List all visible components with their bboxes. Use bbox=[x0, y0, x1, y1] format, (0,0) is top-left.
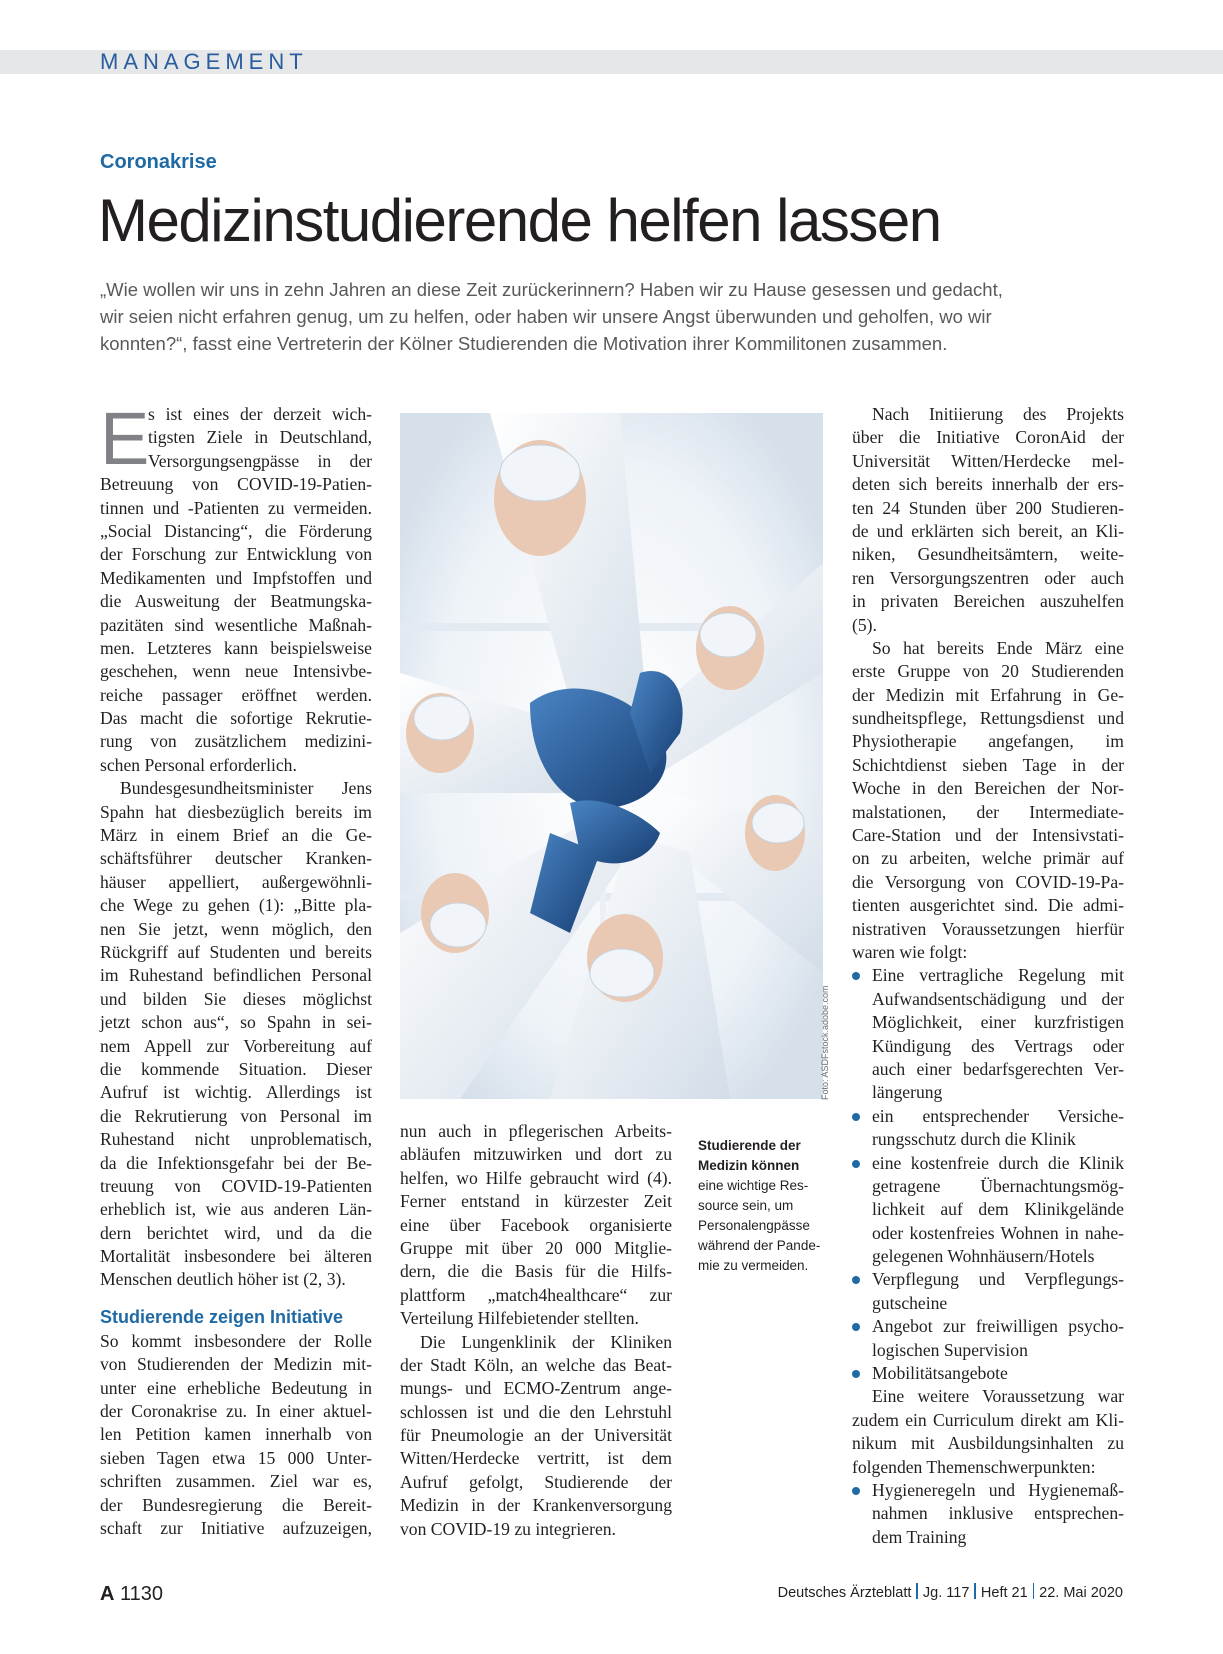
text-line: Angebot zur freiwilligen psycho- bbox=[872, 1316, 1124, 1337]
list-item bbox=[852, 1315, 1124, 1362]
column-1 bbox=[100, 397, 372, 1540]
article-lead bbox=[100, 276, 1100, 357]
text-line: Spahn hat diesbezüglich bereits im bbox=[100, 801, 372, 822]
text-line: Mobilitätsangebote bbox=[872, 1363, 1008, 1384]
list-item bbox=[852, 1268, 1124, 1315]
text-line: rung von zusätzlichem medizini- bbox=[100, 731, 372, 752]
text-line: sundheitspflege, Rettungsdienst und bbox=[852, 708, 1124, 729]
page-number: A 1130 bbox=[100, 1583, 164, 1605]
text-line: nen Sie jetzt, wenn möglich, den bbox=[100, 918, 372, 939]
text-line: zudem ein Curriculum direkt am Kli- bbox=[852, 1409, 1124, 1430]
text-line: für Pneumologie an der Universität bbox=[400, 1425, 672, 1446]
text-line: über die Initiative CoronAid der bbox=[852, 427, 1124, 448]
text-line: sieben Tagen etwa 15 000 Unter- bbox=[100, 1447, 372, 1468]
text-line: Physiotherapie angefangen, im bbox=[852, 731, 1124, 752]
text-line: Betreuung von COVID-19-Patien- bbox=[100, 474, 372, 495]
text-line: So hat bereits Ende März eine bbox=[872, 637, 1124, 658]
journal-name: Deutsches Ärzteblatt bbox=[777, 1585, 912, 1601]
text-line: Woche in den Bereichen der Nor- bbox=[852, 778, 1124, 799]
text-line: (5). bbox=[852, 614, 877, 635]
bullet-icon bbox=[852, 1323, 860, 1331]
text-line: da die Infektionsgefahr bei der Be- bbox=[100, 1152, 372, 1173]
text-line: schaft zur Initiative aufzuzeigen, bbox=[100, 1517, 372, 1538]
text-line: Eine vertragliche Regelung mit bbox=[872, 965, 1124, 986]
text-line: Aufwandsentschädigung und der bbox=[872, 988, 1124, 1009]
caption-line: eine wichtige Res- bbox=[698, 1178, 809, 1193]
column-2 bbox=[400, 1120, 672, 1541]
caption-line: während der Pande- bbox=[698, 1238, 821, 1253]
text-line: on zu arbeiten, welche primär auf bbox=[852, 848, 1124, 869]
text-line: Care-Station und der Intensivstati- bbox=[852, 825, 1124, 846]
text-line: von Studierenden der Medizin mit- bbox=[100, 1354, 372, 1375]
text-line: logischen Supervision bbox=[872, 1339, 1028, 1360]
text-line: rungsschutz durch die Klinik bbox=[872, 1129, 1076, 1150]
article-title: Medizinstudierende helfen lassen bbox=[98, 187, 941, 254]
caption-line: source sein, um bbox=[698, 1198, 794, 1213]
text-line: jetzt schon aus“, so Spahn in sei- bbox=[100, 1012, 372, 1033]
text-line: die kommende Situation. Dieser bbox=[100, 1058, 372, 1079]
text-line: eine über Facebook organisierte bbox=[400, 1214, 672, 1235]
photo-credit: Foto: ASDFstock.adobe.com bbox=[820, 985, 830, 1100]
bullet-icon bbox=[852, 972, 860, 980]
text-line: oder kostenfreies Wohnen in nahe- bbox=[872, 1222, 1124, 1243]
text-line: der Medizin mit Erfahrung in Ge- bbox=[852, 684, 1124, 705]
bullet-icon bbox=[852, 1113, 860, 1121]
text-line: eine kostenfreie durch die Klinik bbox=[872, 1152, 1124, 1173]
text-line: März in einem Brief an die Ge- bbox=[100, 825, 372, 846]
text-line: der Bundesregierung die Bereit- bbox=[100, 1494, 372, 1515]
text-line: Ruhestand nicht unproblematisch, bbox=[100, 1129, 372, 1150]
text-line: Mortalität insbesondere bei älteren bbox=[100, 1246, 372, 1267]
text-line: Bundesgesundheitsminister Jens bbox=[120, 778, 372, 799]
text-line: dern berichtet wird, und da die bbox=[100, 1222, 372, 1243]
text-line: schlossen ist und die den Lehrstuhl bbox=[400, 1401, 672, 1422]
caption-bold-line: Medizin können bbox=[698, 1158, 800, 1173]
text-line: tigsten Ziele in Deutschland, bbox=[148, 427, 372, 448]
text-line: abläufen mitzuwirken und dort zu bbox=[400, 1144, 672, 1165]
journal-info bbox=[778, 1583, 1123, 1601]
text-line: Schichtdienst sieben Tage in der bbox=[852, 754, 1124, 775]
text-line: Gruppe mit über 20 000 Mitglie- bbox=[400, 1237, 672, 1258]
text-line: Hygieneregeln und Hygienemaß- bbox=[872, 1479, 1124, 1500]
text-line: pazitäten sind wesentliche Maßnah- bbox=[100, 614, 372, 635]
text-line: „Social Distancing“, die Förderung bbox=[100, 520, 372, 541]
text-line: nun auch in pflegerischen Arbeits- bbox=[400, 1121, 672, 1141]
doctors-stacking-hands-illustration bbox=[400, 413, 823, 1099]
text-line: schriften zusammen. Ziel war es, bbox=[100, 1471, 372, 1492]
text-line: erheblich ist, wie aus anderen Län- bbox=[100, 1199, 372, 1220]
text-line: in privaten Bereichen auszuhelfen bbox=[852, 591, 1124, 612]
text-line: die Ausweitung der Beatmungska- bbox=[100, 591, 372, 612]
text-line: schen Personal erforderlich. bbox=[100, 754, 297, 775]
text-line: So kommt insbesondere der Rolle bbox=[100, 1330, 372, 1351]
text-line: Kündigung des Vertrags oder bbox=[872, 1035, 1124, 1056]
text-line: gelegenen Wohnhäusern/Hotels bbox=[872, 1246, 1095, 1267]
text-line: schäftsführer deutscher Kranken- bbox=[100, 848, 372, 869]
article-photo bbox=[400, 413, 823, 1099]
text-line: s ist eines der derzeit wich- bbox=[148, 404, 372, 424]
text-line: nem Appell zur Vorbereitung auf bbox=[100, 1035, 372, 1056]
text-line: der Coronakrise zu. In einer aktuel- bbox=[100, 1401, 372, 1422]
lead-line: konnten?“, fasst eine Vertreterin der Kölner Studierenden die Motivation ihrer Kommilitonen zusammen. bbox=[100, 333, 948, 354]
text-line: tienten ausgerichtet sind. Die admi- bbox=[852, 895, 1124, 916]
text-line: häuser appelliert, außergewöhnli- bbox=[100, 871, 372, 892]
text-line: plattform „match4healthcare“ zur bbox=[400, 1284, 672, 1305]
text-line: geschehen, wenn neue Intensivbe- bbox=[100, 661, 372, 682]
text-line: tinnen und -Patienten zu vermeiden. bbox=[100, 497, 372, 518]
list-item bbox=[852, 1362, 1124, 1385]
text-line: men. Letzteres kann beispielsweise bbox=[100, 637, 372, 658]
text-line: der Stadt Köln, an welche das Beat- bbox=[400, 1354, 672, 1375]
text-line: helfen, wo Hilfe gebraucht wird (4). bbox=[400, 1167, 672, 1188]
text-line: Menschen deutlich höher ist (2, 3). bbox=[100, 1269, 346, 1290]
text-line: de und erklärten sich bereit, an Kli- bbox=[852, 520, 1124, 541]
text-line: Aufruf ist wichtig. Allerdings ist bbox=[100, 1082, 372, 1103]
text-line: Aufruf gefolgt, Studierende der bbox=[400, 1471, 672, 1492]
text-line: Eine weitere Voraussetzung war bbox=[872, 1386, 1124, 1407]
list-item bbox=[852, 1479, 1124, 1549]
journal-issue: Heft 21 bbox=[980, 1585, 1028, 1601]
text-line: Universität Witten/Herdecke mel- bbox=[852, 450, 1124, 471]
separator bbox=[974, 1583, 976, 1599]
separator bbox=[916, 1583, 918, 1599]
text-line: erste Gruppe von 20 Studierenden bbox=[852, 661, 1124, 682]
text-line: Versorgungsengpässe in der bbox=[148, 450, 372, 471]
text-line: treuung von COVID-19-Patienten bbox=[100, 1175, 372, 1196]
text-line: che Wege zu gehen (1): „Bitte pla- bbox=[100, 895, 372, 916]
bullet-icon bbox=[852, 1160, 860, 1168]
section-label: MANAGEMENT bbox=[100, 49, 308, 74]
text-line: im Ruhestand befindlichen Personal bbox=[100, 965, 372, 986]
text-line: Witten/Herdecke vertritt, ist dem bbox=[400, 1448, 672, 1469]
text-line: von COVID-19 zu integrieren. bbox=[400, 1518, 616, 1539]
list-item bbox=[852, 964, 1124, 1104]
text-line: Ferner entstand in kürzester Zeit bbox=[400, 1191, 672, 1212]
text-line: deten sich bereits innerhalb der ers- bbox=[852, 474, 1124, 495]
text-line: unter eine erhebliche Bedeutung in bbox=[100, 1377, 372, 1398]
bullet-icon bbox=[852, 1276, 860, 1284]
article-kicker: Coronakrise bbox=[100, 151, 217, 173]
journal-date: 22. Mai 2020 bbox=[1039, 1585, 1123, 1601]
text-line: gutscheine bbox=[872, 1292, 948, 1313]
text-line: Medikamenten und Impfstoffen und bbox=[100, 567, 372, 588]
separator bbox=[1033, 1583, 1035, 1599]
journal-volume: Jg. 117 bbox=[922, 1585, 970, 1601]
list-item bbox=[852, 1105, 1124, 1152]
text-line: waren wie folgt: bbox=[852, 941, 968, 962]
text-line: nistrativen Voraussetzungen hierfür bbox=[852, 918, 1124, 939]
text-line: len Petition kamen innerhalb von bbox=[100, 1424, 372, 1445]
text-line: folgenden Themenschwerpunkten: bbox=[852, 1456, 1096, 1477]
text-line: Das macht die sofortige Rekrutie- bbox=[100, 708, 372, 729]
text-line: getragene Übernachtungsmög- bbox=[872, 1175, 1124, 1196]
text-line: der Forschung zur Entwicklung von bbox=[100, 544, 372, 565]
caption-line: Personalengpässe bbox=[698, 1218, 810, 1233]
text-line: Rückgriff auf Studenten und bereits bbox=[100, 941, 372, 962]
text-line: lichkeit auf dem Klinikgelände bbox=[872, 1199, 1124, 1220]
column-3 bbox=[852, 403, 1124, 1549]
text-line: Möglichkeit, einer kurzfristigen bbox=[872, 1012, 1124, 1033]
text-line: ten 24 Stunden über 200 Studieren- bbox=[852, 497, 1124, 518]
text-line: auch einer bedarfsgerechten Ver- bbox=[872, 1058, 1124, 1079]
bullet-icon bbox=[852, 1370, 860, 1378]
figure-caption bbox=[698, 1136, 828, 1276]
text-line: dem Training bbox=[872, 1526, 967, 1547]
text-line: reiche passager eröffnet werden. bbox=[100, 684, 372, 705]
text-line: und bilden Sie dieses möglichst bbox=[100, 988, 372, 1009]
text-line: Medizin in der Krankenversorgung bbox=[400, 1495, 672, 1516]
text-line: die Versorgung von COVID-19-Pa- bbox=[852, 871, 1124, 892]
text-line: ein entsprechender Versiche- bbox=[872, 1105, 1124, 1126]
text-line: nahmen inklusive entsprechen- bbox=[872, 1503, 1124, 1524]
caption-bold-line: Studierende der bbox=[698, 1138, 801, 1153]
text-line: nikum mit Ausbildungsinhalten zu bbox=[852, 1433, 1124, 1454]
text-line: Die Lungenklinik der Kliniken bbox=[420, 1331, 672, 1352]
lead-line: „Wie wollen wir uns in zehn Jahren an diese Zeit zurückerinnern? Haben wir zu Hause gesessen und gedacht, bbox=[100, 279, 1003, 300]
text-line: malstationen, der Intermediate- bbox=[852, 801, 1124, 822]
text-line: ren Versorgungszentren oder auch bbox=[852, 567, 1124, 588]
text-line: mungs- und ECMO-Zentrum ange- bbox=[400, 1378, 672, 1399]
lead-line: wir seien nicht erfahren genug, um zu helfen, oder haben wir unsere Angst überwunden und geholfen, wo wir bbox=[100, 306, 992, 327]
section-subheading: Studierende zeigen Initiative bbox=[100, 1306, 344, 1327]
text-line: Verteilung Hilfebietender stellten. bbox=[400, 1308, 639, 1329]
text-line: Nach Initiierung des Projekts bbox=[872, 404, 1124, 424]
text-line: längerung bbox=[872, 1082, 943, 1103]
text-line: niken, Gesundheitsämtern, weite- bbox=[852, 544, 1124, 565]
list-item bbox=[852, 1152, 1124, 1269]
drop-cap: E bbox=[100, 397, 150, 480]
text-line: Verpflegung und Verpflegungs- bbox=[872, 1269, 1124, 1290]
caption-line: mie zu vermeiden. bbox=[698, 1258, 809, 1273]
bullet-icon bbox=[852, 1487, 860, 1495]
text-line: die Rekrutierung von Personal im bbox=[100, 1105, 372, 1126]
text-line: dern, die die Basis für die Hilfs- bbox=[400, 1261, 672, 1282]
